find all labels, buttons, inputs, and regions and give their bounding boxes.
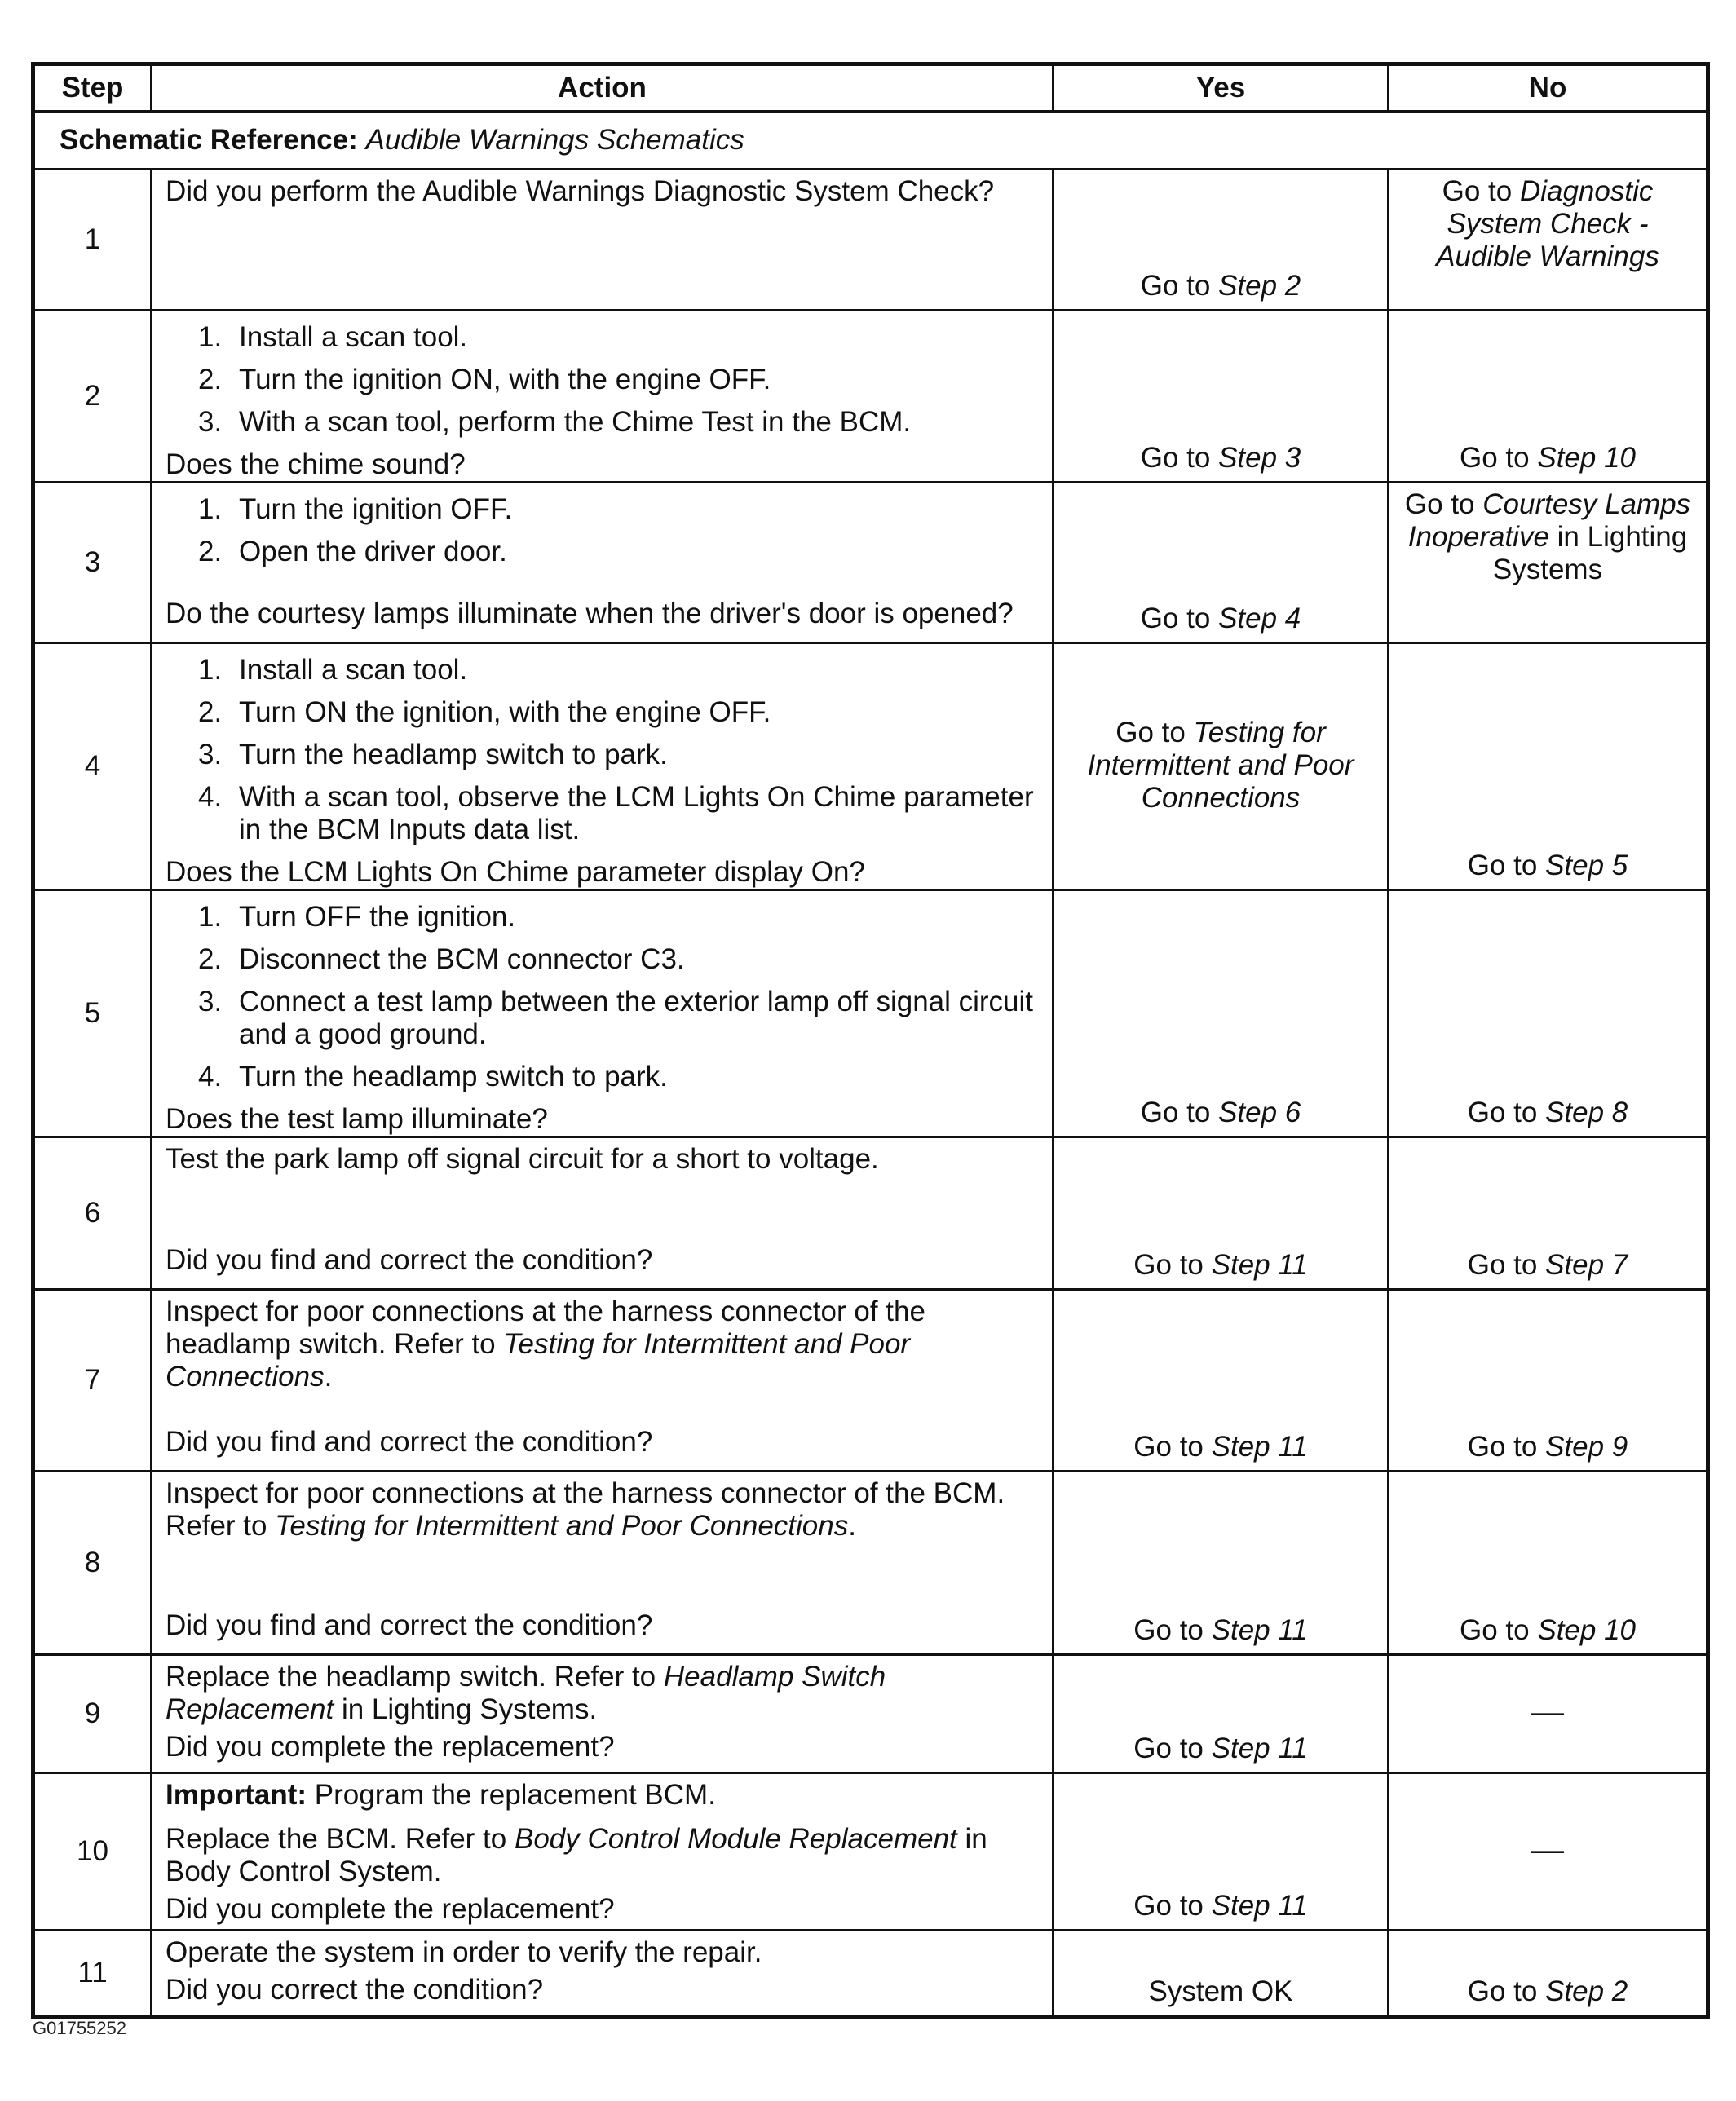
yes-result — [1062, 270, 1379, 302]
yes-target: Step 3 — [1218, 442, 1301, 474]
list-number: 2. — [198, 364, 223, 395]
list-item — [198, 536, 1039, 568]
no-goto: Go to — [1467, 850, 1538, 881]
yes-content — [1062, 1936, 1379, 2008]
yes-target: Step 11 — [1211, 1614, 1308, 1646]
yes-target: Step 11 — [1211, 1890, 1308, 1922]
list-text: Turn OFF the ignition. — [239, 901, 516, 933]
list-text: Install a scan tool. — [239, 654, 468, 686]
action-intro-suffix: . — [848, 1510, 856, 1542]
no-result — [1398, 175, 1698, 273]
step-number: 9 — [33, 1655, 152, 1773]
action-intro: Operate the system in order to verify the repair. — [166, 1936, 762, 1968]
no-cell — [1389, 1773, 1708, 1931]
no-cell — [1389, 311, 1708, 483]
list-number: 3. — [198, 739, 223, 770]
no-target: Step 10 — [1537, 442, 1636, 474]
schematic-reference — [33, 112, 1708, 170]
action-content — [166, 1936, 1039, 2008]
action-content — [166, 316, 1039, 480]
action-instructions — [166, 1779, 1039, 1893]
no-result — [1398, 1975, 1698, 2008]
action-content — [166, 896, 1039, 1135]
yes-cell — [1054, 1472, 1389, 1655]
action-instructions — [166, 316, 1039, 448]
yes-target: Step 11 — [1211, 1249, 1308, 1281]
no-content — [1398, 175, 1698, 302]
list-number: 3. — [198, 406, 223, 438]
action-cell — [152, 483, 1054, 643]
list-item — [198, 493, 1039, 526]
no-goto: Go to — [1467, 1431, 1538, 1463]
yes-goto: Go to — [1133, 1890, 1204, 1922]
table-row — [33, 1931, 1708, 2017]
no-goto: Go to — [1467, 1975, 1538, 2007]
no-content — [1398, 1143, 1698, 1282]
list-number: 2. — [198, 536, 223, 567]
list-text: Turn the ignition OFF. — [239, 493, 513, 525]
yes-result — [1062, 1614, 1379, 1647]
yes-result — [1062, 1732, 1379, 1765]
yes-content — [1062, 1661, 1379, 1765]
no-result — [1398, 442, 1698, 474]
action-cell — [152, 1773, 1054, 1931]
diagnostic-table — [31, 62, 1710, 2019]
no-content — [1398, 1779, 1698, 1922]
no-target: Step 8 — [1545, 1097, 1628, 1128]
list-item — [198, 901, 1039, 934]
yes-goto: Go to — [1140, 602, 1211, 634]
yes-goto: Go to — [1133, 1732, 1204, 1764]
step-number: 8 — [33, 1472, 152, 1655]
no-content — [1398, 1477, 1698, 1647]
action-cell — [152, 1655, 1054, 1773]
action-question: Does the chime sound? — [166, 448, 466, 480]
important-label: Important: — [166, 1779, 307, 1811]
list-item — [198, 364, 1039, 396]
action-content — [166, 1779, 1039, 1925]
yes-result — [1062, 1097, 1379, 1129]
action-instructions — [166, 175, 1039, 213]
figure-id: G01755252 — [33, 2018, 126, 2038]
action-steps-list — [166, 654, 1039, 846]
action-cell — [152, 170, 1054, 311]
action-instructions — [166, 1295, 1039, 1398]
list-text: With a scan tool, observe the LCM Lights On Chime parameter in the BCM Inputs data list. — [239, 781, 1034, 845]
action-question: Do the courtesy lamps illuminate when the driver's door is opened? — [166, 598, 1014, 629]
yes-cell — [1054, 1773, 1389, 1931]
header-no: No — [1389, 64, 1708, 112]
action-content — [166, 1295, 1039, 1463]
yes-result — [1062, 1975, 1379, 2008]
important-note — [166, 1779, 1039, 1812]
table-row — [33, 483, 1708, 643]
no-goto: Go to — [1442, 175, 1513, 207]
yes-target: Step 6 — [1218, 1097, 1301, 1128]
action-instructions — [166, 488, 1039, 578]
yes-goto: Go to — [1133, 1614, 1204, 1646]
action-content — [166, 1661, 1039, 1765]
list-item — [198, 781, 1039, 846]
no-target: Step 5 — [1545, 850, 1628, 881]
table-row — [33, 311, 1708, 483]
action-steps-list — [166, 321, 1039, 439]
list-text: Turn the headlamp switch to park. — [239, 739, 668, 770]
step-number: 4 — [33, 643, 152, 890]
no-goto: Go to — [1460, 442, 1530, 474]
list-number: 2. — [198, 696, 223, 728]
yes-goto: Go to — [1140, 442, 1211, 474]
yes-result — [1062, 1249, 1379, 1282]
table-row — [33, 1655, 1708, 1773]
list-text: Connect a test lamp between the exterior lamp off signal circuit and a good ground. — [239, 986, 1034, 1050]
yes-cell — [1054, 170, 1389, 311]
action-question: Did you find and correct the condition? — [166, 1609, 653, 1641]
yes-goto: Go to — [1140, 1097, 1211, 1128]
list-item — [198, 943, 1039, 976]
yes-text: System OK — [1148, 1975, 1293, 2007]
yes-goto: Go to — [1133, 1249, 1204, 1281]
yes-content — [1062, 1477, 1379, 1647]
no-result — [1398, 1249, 1698, 1282]
action-cell — [152, 1137, 1054, 1290]
no-target: Step 7 — [1545, 1249, 1628, 1281]
no-cell — [1389, 170, 1708, 311]
action-question: Did you complete the replacement? — [166, 1731, 615, 1763]
yes-target: Step 4 — [1218, 602, 1301, 634]
schematic-label: Schematic Reference: — [60, 124, 358, 156]
no-result — [1398, 850, 1698, 882]
no-cell — [1389, 643, 1708, 890]
list-text: Turn the ignition ON, with the engine OFF. — [239, 364, 771, 395]
no-target: Step 2 — [1545, 1975, 1628, 2007]
list-item — [198, 739, 1039, 771]
table-row — [33, 1137, 1708, 1290]
list-number: 4. — [198, 781, 223, 813]
no-target: Step 9 — [1545, 1431, 1628, 1463]
yes-content — [1062, 649, 1379, 882]
action-content — [166, 1477, 1039, 1647]
no-result — [1398, 1834, 1698, 1868]
yes-result — [1062, 717, 1379, 814]
list-item — [198, 406, 1039, 439]
yes-result — [1062, 442, 1379, 474]
action-cell — [152, 890, 1054, 1137]
schematic-value: Audible Warnings Schematics — [365, 124, 744, 156]
no-content — [1398, 896, 1698, 1129]
action-intro — [166, 1823, 1039, 1888]
list-number: 2. — [198, 943, 223, 975]
yes-target: Step 11 — [1211, 1732, 1308, 1764]
no-result — [1398, 1696, 1698, 1730]
list-text: Turn ON the ignition, with the engine OFF. — [239, 696, 771, 728]
no-content — [1398, 1936, 1698, 2008]
action-intro-suffix: in Lighting Systems. — [341, 1693, 598, 1725]
no-cell — [1389, 890, 1708, 1137]
action-question: Did you find and correct the condition? — [166, 1244, 653, 1276]
step-number: 6 — [33, 1137, 152, 1290]
step-number: 10 — [33, 1773, 152, 1931]
action-content — [166, 1143, 1039, 1282]
yes-target: Step 11 — [1211, 1431, 1308, 1463]
action-instructions — [166, 1477, 1039, 1547]
header-yes: Yes — [1054, 64, 1389, 112]
yes-target: Step 2 — [1218, 270, 1301, 302]
table-row — [33, 890, 1708, 1137]
list-text: Turn the headlamp switch to park. — [239, 1061, 668, 1092]
reference-link: Testing for Intermittent and Poor Connections — [166, 1328, 911, 1393]
action-intro — [166, 1661, 1039, 1726]
yes-cell — [1054, 1931, 1389, 2017]
action-instructions — [166, 1661, 1039, 1731]
list-number: 3. — [198, 986, 223, 1017]
action-cell — [152, 1290, 1054, 1472]
no-content — [1398, 1295, 1698, 1463]
step-number: 1 — [33, 170, 152, 311]
action-intro: Test the park lamp off signal circuit for a short to voltage. — [166, 1143, 879, 1175]
important-text: Program the replacement BCM. — [314, 1779, 716, 1811]
action-question: Did you correct the condition? — [166, 1974, 544, 2006]
list-text: With a scan tool, perform the Chime Test in the BCM. — [239, 406, 912, 438]
yes-content — [1062, 1779, 1379, 1922]
no-cell — [1389, 1290, 1708, 1472]
yes-result — [1062, 1890, 1379, 1922]
action-intro-text: Inspect for poor connections at the harness connector of the headlamp switch. Refer to — [166, 1295, 925, 1360]
list-item — [198, 1061, 1039, 1093]
action-steps-list — [166, 493, 1039, 568]
dash-placeholder: — — [1531, 1694, 1564, 1730]
yes-target: Testing for Intermittent and Poor Connections — [1087, 717, 1354, 814]
no-cell — [1389, 1137, 1708, 1290]
list-number: 1. — [198, 321, 223, 353]
list-number: 1. — [198, 901, 223, 933]
no-goto: Go to — [1404, 488, 1475, 520]
step-number: 7 — [33, 1290, 152, 1472]
no-goto: Go to — [1467, 1097, 1538, 1128]
no-goto: Go to — [1460, 1614, 1530, 1646]
action-cell — [152, 1472, 1054, 1655]
no-result — [1398, 1614, 1698, 1647]
list-item — [198, 696, 1039, 729]
table-row — [33, 1290, 1708, 1472]
no-target: Courtesy Lamps Inoperative — [1407, 488, 1691, 553]
reference-link: Headlamp Switch Replacement — [166, 1661, 886, 1725]
action-content — [166, 649, 1039, 888]
action-steps-list — [166, 901, 1039, 1093]
action-intro — [166, 1295, 1039, 1393]
action-cell — [152, 643, 1054, 890]
list-item — [198, 654, 1039, 686]
yes-cell — [1054, 483, 1389, 643]
action-instructions — [166, 896, 1039, 1103]
table-row — [33, 170, 1708, 311]
step-number: 3 — [33, 483, 152, 643]
no-goto: Go to — [1467, 1249, 1538, 1281]
yes-result — [1062, 602, 1379, 635]
list-text: Disconnect the BCM connector C3. — [239, 943, 685, 975]
yes-cell — [1054, 1290, 1389, 1472]
yes-content — [1062, 1143, 1379, 1282]
yes-cell — [1054, 890, 1389, 1137]
list-text: Install a scan tool. — [239, 321, 468, 353]
header-action: Action — [152, 64, 1054, 112]
yes-goto: Go to — [1133, 1431, 1204, 1463]
header-row — [33, 64, 1708, 112]
action-intro-suffix: in Body Control System. — [166, 1823, 987, 1887]
action-intro-suffix: . — [324, 1361, 333, 1393]
table-row — [33, 1773, 1708, 1931]
no-cell — [1389, 1655, 1708, 1773]
yes-result — [1062, 1431, 1379, 1463]
dash-placeholder: — — [1531, 1832, 1564, 1868]
list-text: Open the driver door. — [239, 536, 507, 567]
no-cell — [1389, 1931, 1708, 2017]
action-cell — [152, 1931, 1054, 2017]
action-intro-text: Replace the BCM. Refer to — [166, 1823, 507, 1855]
reference-link: Body Control Module Replacement — [514, 1823, 957, 1855]
schematic-row — [33, 112, 1708, 170]
list-number: 1. — [198, 654, 223, 686]
table-row — [33, 1472, 1708, 1655]
no-target: Diagnostic System Check - Audible Warnings — [1436, 175, 1659, 272]
no-cell — [1389, 483, 1708, 643]
no-content — [1398, 1661, 1698, 1765]
no-result — [1398, 1097, 1698, 1129]
step-number: 5 — [33, 890, 152, 1137]
action-intro — [166, 1477, 1039, 1543]
header-step: Step — [33, 64, 152, 112]
no-content — [1398, 488, 1698, 635]
step-number: 2 — [33, 311, 152, 483]
yes-cell — [1054, 1137, 1389, 1290]
yes-content — [1062, 316, 1379, 474]
action-question: Does the LCM Lights On Chime parameter display On? — [166, 856, 865, 888]
action-intro-text: Inspect for poor connections at the harness connector of the BCM. Refer to — [166, 1477, 1005, 1542]
reference-link: Testing for Intermittent and Poor Connections — [275, 1510, 849, 1542]
yes-content — [1062, 896, 1379, 1129]
no-content — [1398, 316, 1698, 474]
action-question: Did you find and correct the condition? — [166, 1426, 653, 1458]
yes-content — [1062, 488, 1379, 635]
action-content — [166, 488, 1039, 635]
action-content — [166, 175, 1039, 302]
list-number: 1. — [198, 493, 223, 525]
table-row — [33, 643, 1708, 890]
list-number: 4. — [198, 1061, 223, 1092]
no-result — [1398, 1431, 1698, 1463]
yes-content — [1062, 175, 1379, 302]
yes-content — [1062, 1295, 1379, 1463]
list-item — [198, 986, 1039, 1051]
yes-cell — [1054, 643, 1389, 890]
no-target: Step 10 — [1537, 1614, 1636, 1646]
step-number: 11 — [33, 1931, 152, 2017]
action-instructions — [166, 1143, 1039, 1181]
no-cell — [1389, 1472, 1708, 1655]
yes-goto: Go to — [1115, 717, 1186, 748]
action-instructions — [166, 1936, 1039, 1974]
no-suffix: in Lighting Systems — [1492, 521, 1688, 585]
yes-cell — [1054, 311, 1389, 483]
no-result — [1398, 488, 1698, 586]
action-cell — [152, 311, 1054, 483]
action-intro-text: Replace the headlamp switch. Refer to — [166, 1661, 656, 1693]
action-intro: Did you perform the Audible Warnings Diagnostic System Check? — [166, 175, 995, 207]
action-instructions — [166, 649, 1039, 856]
list-item — [198, 321, 1039, 354]
yes-goto: Go to — [1140, 270, 1211, 302]
action-question: Did you complete the replacement? — [166, 1893, 615, 1925]
no-content — [1398, 649, 1698, 882]
yes-cell — [1054, 1655, 1389, 1773]
action-question: Does the test lamp illuminate? — [166, 1103, 548, 1135]
